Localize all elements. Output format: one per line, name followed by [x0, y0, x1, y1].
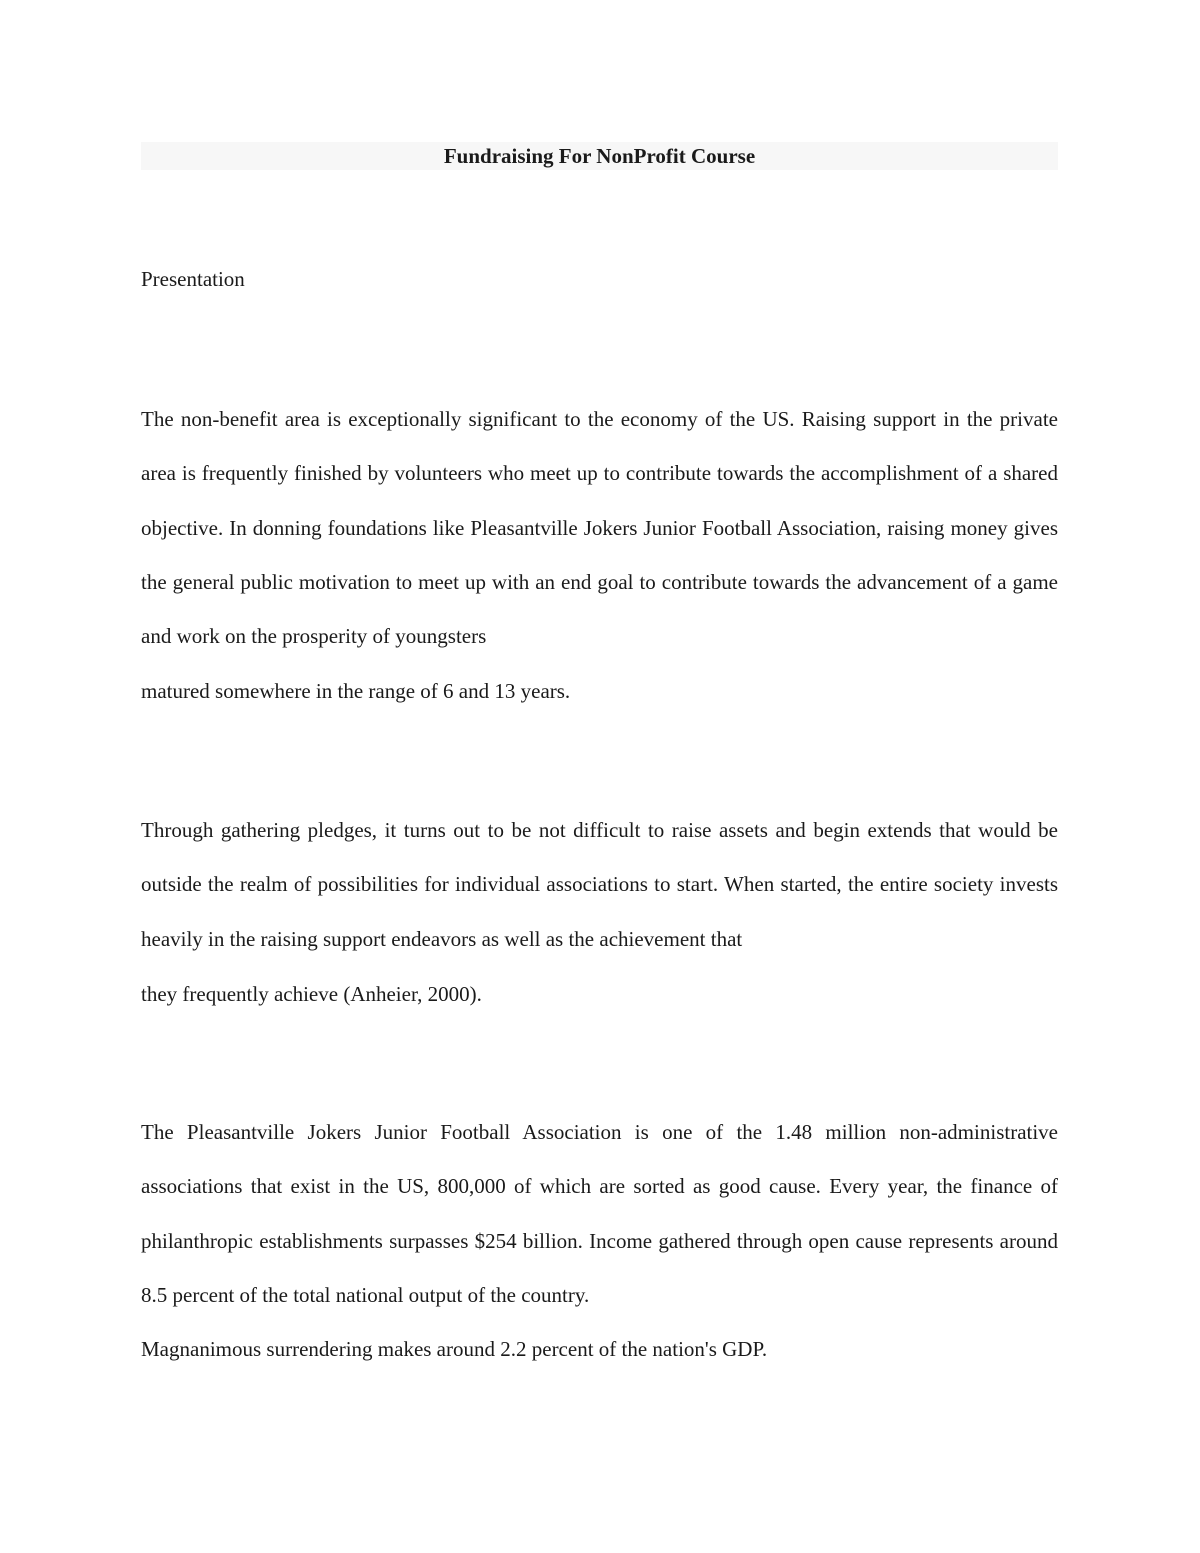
section-heading: Presentation [141, 267, 245, 291]
paragraph-body-3: The Pleasantville Jokers Junior Football Association is one of the 1.48 million non-administrative associations that exist in the US, 800,000 of which are sorted as good cause. Every year, the finance of philanthropic establishments surpasses $254 billion. Income gathered through open cause represents around 8.5 percent of the total national output of the country. [141, 1120, 1058, 1307]
paragraph-body-2: Through gathering pledges, it turns out to be not difficult to raise assets and begin extends that would be outside the realm of possibilities for individual associations to start. When started, the entire society invests heavily in the raising support endeavors as well as the achievement that [141, 818, 1058, 951]
paragraph-last-line-1: matured somewhere in the range of 6 and 13 years. [141, 679, 571, 703]
paragraph-last-line-2: they frequently achieve (Anheier, 2000). [141, 982, 482, 1006]
paragraph-last-line-3: Magnanimous surrendering makes around 2.2 percent of the nation's GDP. [141, 1337, 768, 1361]
paragraph-body-1: The non-benefit area is exceptionally significant to the economy of the US. Raising support in the private area is frequently finished by volunteers who meet up to contribute towards the accomplishment of a shared objective. In donning foundations like Pleasantville Jokers Junior Football Association, raising money gives the general public motivation to meet up with an end goal to contribute towards the advancement of a game and work on the prosperity of youngsters [141, 407, 1058, 649]
document-title: Fundraising For NonProfit Course [443, 144, 756, 168]
